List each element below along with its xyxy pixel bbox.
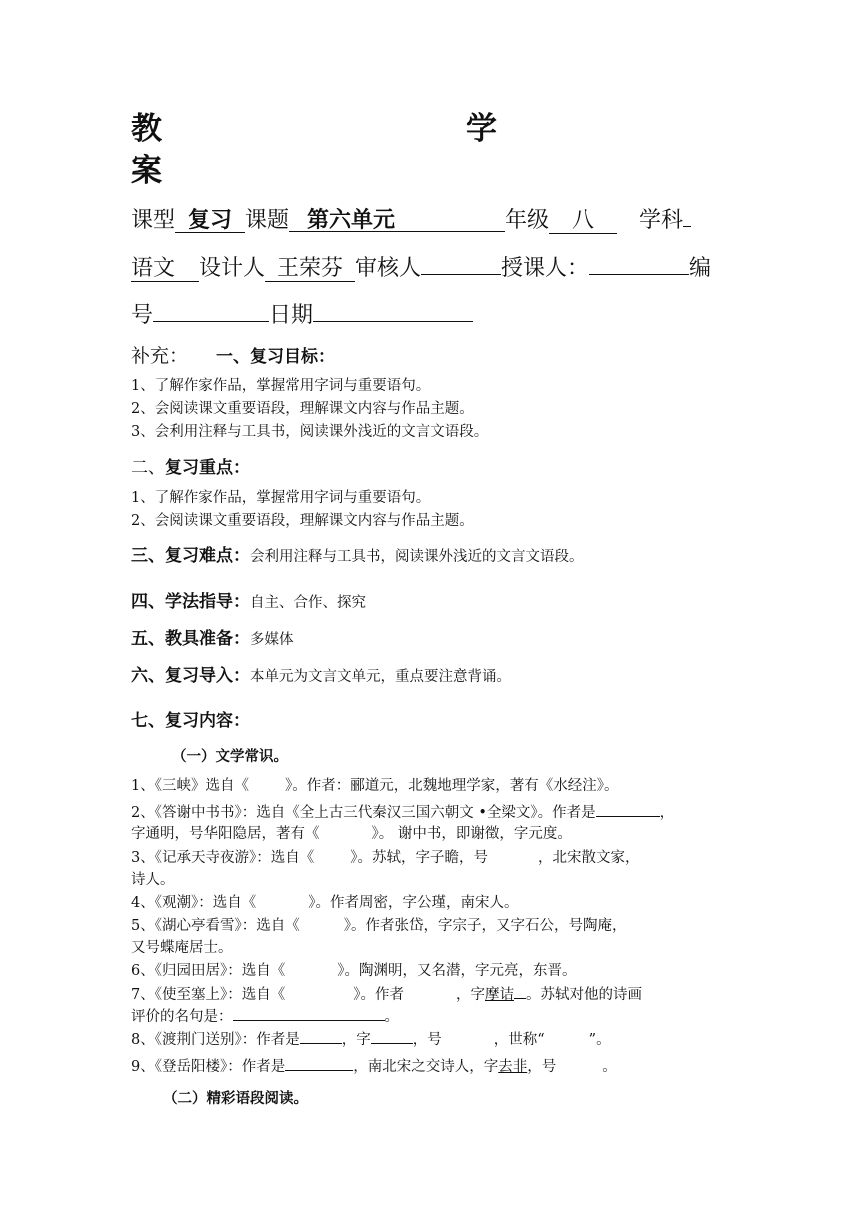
sec1-item-3: 3、会利用注释与工具书，阅读课外浅近的文言文语段。 xyxy=(131,424,489,440)
lit-line-7: 7、《使至塞上》：选自《 》。作者 ，字摩诘 。苏轼对他的诗画 xyxy=(131,983,642,1005)
sec6-heading: 六、复习导入： xyxy=(131,666,250,686)
shoukeren-label: 授课人： xyxy=(501,256,590,281)
lit-line-5: 5、《湖心亭看雪》：选自《 》。作者张岱，字宗子，又字石公，号陶庵， xyxy=(131,918,627,934)
xueke-value: 语文 xyxy=(131,257,199,282)
lit-line-7b: 评价的名句是： 。 xyxy=(131,1005,399,1027)
lit-line-3b: 诗人。 xyxy=(131,872,175,888)
sub1-heading: （一）文学常识。 xyxy=(172,749,288,765)
sec6-text: 本单元为文言文单元，重点要注意背诵。 xyxy=(250,669,511,685)
title-char-xue: 学 xyxy=(466,111,497,147)
kexing-value: 复习 xyxy=(175,208,245,233)
sec4-line xyxy=(131,590,366,614)
sec7-line xyxy=(131,709,250,733)
bianhao-label-1: 编 xyxy=(689,256,712,281)
buchong-line xyxy=(131,344,335,369)
sec4-heading: 四、学法指导： xyxy=(131,592,250,612)
sec3-text: 会利用注释与工具书，阅读课外浅近的文言文语段。 xyxy=(250,549,584,565)
keti-value: 第六单元 xyxy=(289,208,505,232)
shejiren-label: 设计人 xyxy=(199,256,266,281)
buchong-label: 补充： xyxy=(131,345,189,367)
sec5-line xyxy=(131,627,294,651)
nianji-value: 八 xyxy=(549,209,617,234)
sec2-prefix: 二、 xyxy=(131,458,165,478)
sec1-heading: 一、复习目标： xyxy=(216,347,336,367)
lit-line-8: 8、《渡荆门送别》：作者是 ，字 ，号 ，世称“ ”。 xyxy=(131,1028,611,1050)
bianhao-label-2: 号 xyxy=(131,303,154,328)
xueke-blank xyxy=(683,202,691,227)
sec3-line xyxy=(131,544,584,568)
sec4-text: 自主、合作、探究 xyxy=(250,595,366,611)
lit-line-6: 6、《归园田居》：选自《 》。陶渊明，又名潜，字元亮，东晋。 xyxy=(131,963,577,979)
meta-line-2 xyxy=(131,250,711,284)
lit-line-4: 4、《观潮》：选自《 》。作者周密，字公瑾，南宋人。 xyxy=(131,895,519,911)
sec3-heading: 三、复习难点： xyxy=(131,546,250,566)
title-char-an: 案 xyxy=(131,153,162,189)
shejiren-value: 王荣芬 xyxy=(265,257,355,282)
sec5-heading: 五、教具准备： xyxy=(131,629,250,649)
shenheren-value xyxy=(421,250,501,275)
kexing-label: 课型 xyxy=(131,208,176,233)
sec1-item-1: 1、了解作家作品，掌握常用字词与重要语句。 xyxy=(131,378,431,394)
sec1-item-2: 2、会阅读课文重要语段，理解课文内容与作品主题。 xyxy=(131,401,474,417)
sec7-heading: 七、复习内容： xyxy=(131,711,250,731)
shoukeren-value xyxy=(589,250,689,275)
keti-label: 课题 xyxy=(245,208,290,233)
sub2-heading: （二）精彩语段阅读。 xyxy=(163,1091,308,1107)
lit-line-5b: 又号蝶庵居士。 xyxy=(131,940,233,956)
shenheren-label: 审核人 xyxy=(355,256,422,281)
sec5-text: 多媒体 xyxy=(250,632,294,648)
sec6-line xyxy=(131,664,511,688)
lit-line-2b: 字通明，号华阳隐居，著有《 》。 谢中书，即谢徵，字元度。 xyxy=(131,826,572,842)
sec2-heading-line xyxy=(131,456,250,480)
meta-line-3 xyxy=(131,297,473,331)
lit-line-3: 3、《记承天寺夜游》：选自《 》。苏轼，字子瞻，号 ，北宋散文家， xyxy=(131,850,640,866)
lit-line-1: 1、《三峡》选自《 》。作者：郦道元，北魏地理学家，著有《水经注》。 xyxy=(131,778,619,794)
riqi-label: 日期 xyxy=(269,303,314,328)
meta-line-1 xyxy=(131,202,691,236)
nianji-label: 年级 xyxy=(505,208,550,233)
riqi-value xyxy=(313,297,473,322)
sec2-item-2: 2、会阅读课文重要语段，理解课文内容与作品主题。 xyxy=(131,513,474,529)
bianhao-value xyxy=(153,297,269,322)
sec2-heading: 复习重点： xyxy=(165,458,250,478)
lit-line-2: 2、《答谢中书书》：选自《全上古三代秦汉三国六朝文 •全梁文》。作者是 ， xyxy=(131,801,674,823)
lit-line-9: 9、《登岳阳楼》：作者是 ，南北宋之交诗人，字去非，号 。 xyxy=(131,1055,617,1077)
sec2-item-1: 1、了解作家作品，掌握常用字词与重要语句。 xyxy=(131,490,431,506)
xueke-label: 学科 xyxy=(639,208,684,233)
title-char-jiao: 教 xyxy=(131,111,162,147)
